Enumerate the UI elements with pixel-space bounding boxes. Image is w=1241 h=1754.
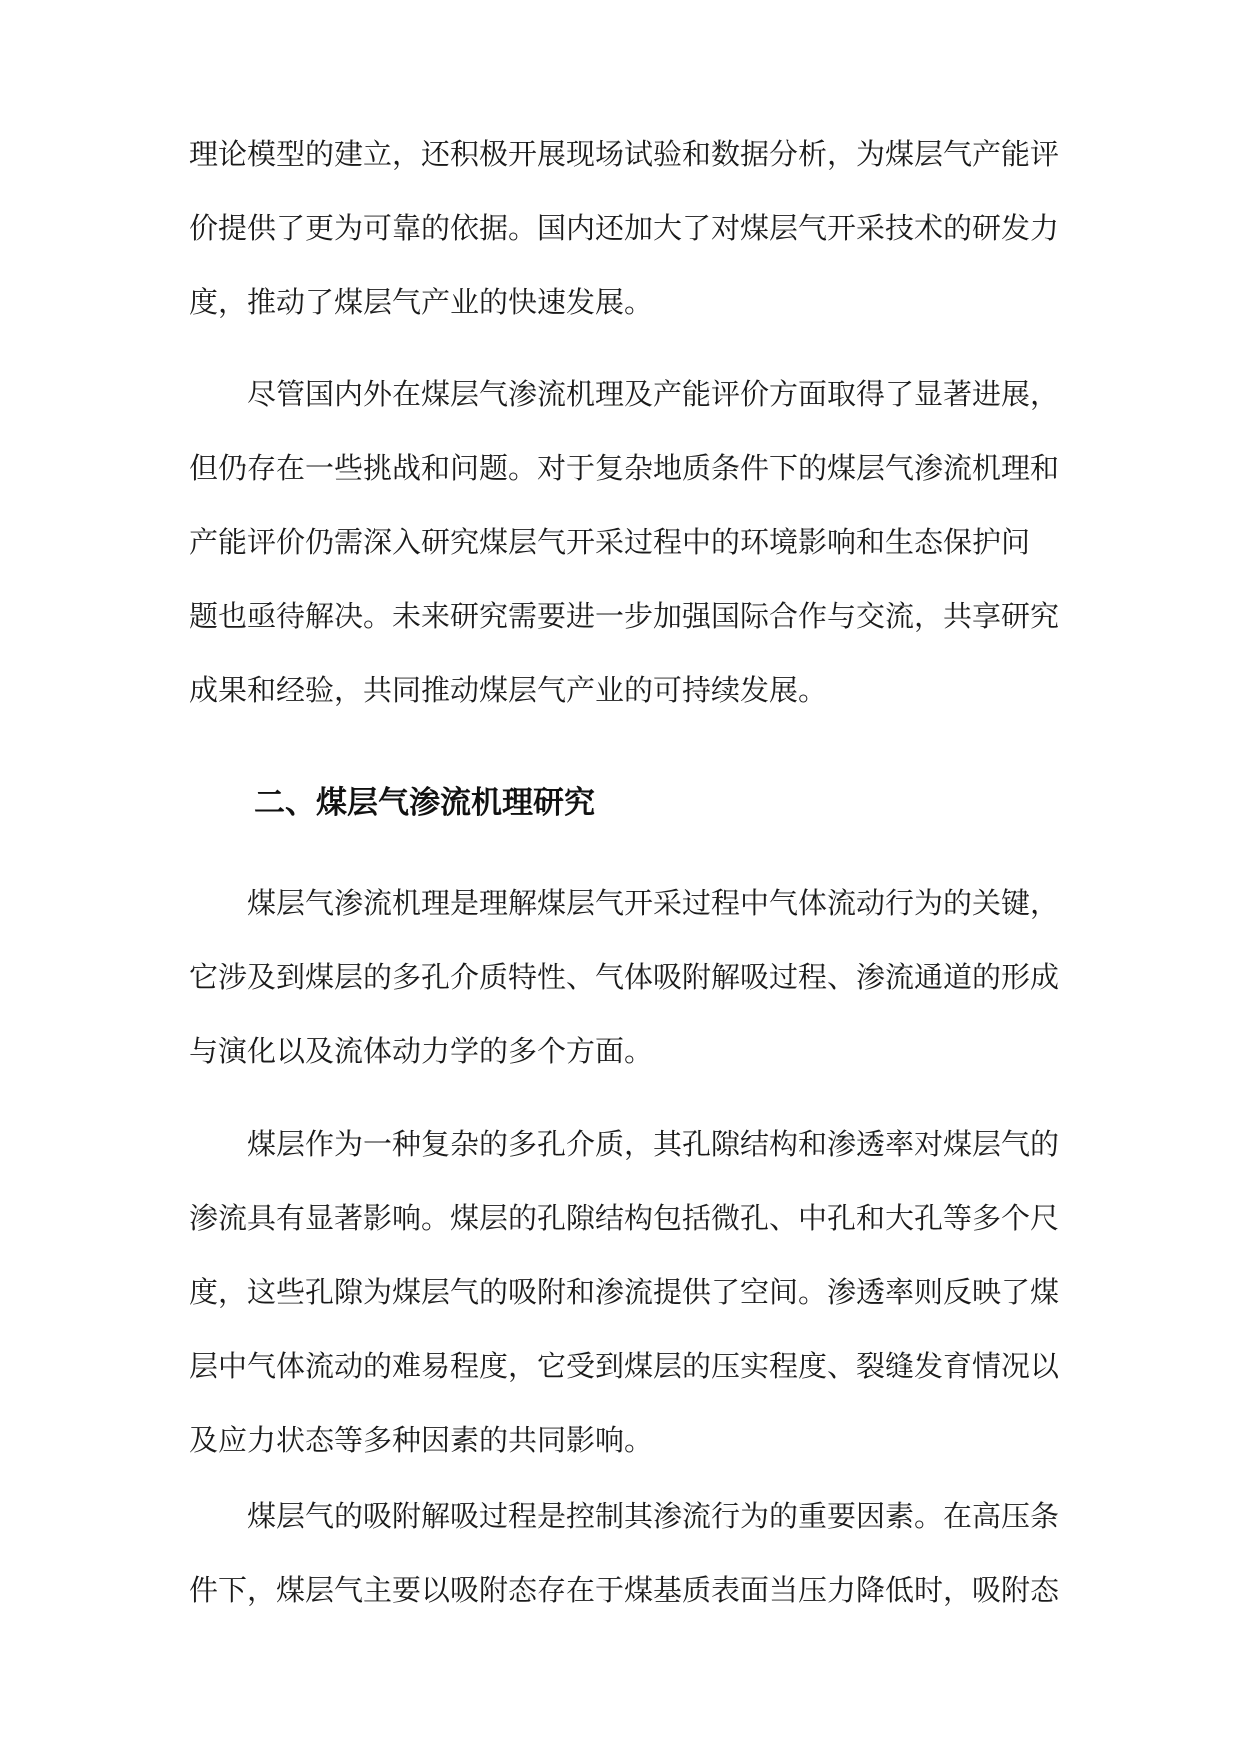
paragraph-line: 件下，煤层气主要以吸附态存在于煤基质表面当压力降低时，吸附态 [189,1573,1060,1607]
paragraph-line: 煤层作为一种复杂的多孔介质，其孔隙结构和渗透率对煤层气的 [247,1127,1060,1161]
paragraph-line: 产能评价仍需深入研究煤层气开采过程中的环境影响和生态保护问 [189,525,1031,559]
paragraph-line: 渗流具有显著影响。煤层的孔隙结构包括微孔、中孔和大孔等多个尺 [189,1201,1060,1235]
paragraph-line: 但仍存在一些挑战和问题。对于复杂地质条件下的煤层气渗流机理和 [189,451,1060,485]
paragraph-line: 价提供了更为可靠的依据。国内还加大了对煤层气开采技术的研发力 [189,211,1060,245]
paragraph-line: 煤层气渗流机理是理解煤层气开采过程中气体流动行为的关键， [247,886,1060,920]
paragraph-line: 度，这些孔隙为煤层气的吸附和渗流提供了空间。渗透率则反映了煤 [189,1275,1060,1309]
paragraph-line: 煤层气的吸附解吸过程是控制其渗流行为的重要因素。在高压条 [247,1499,1060,1533]
paragraph-line: 与演化以及流体动力学的多个方面。 [189,1034,654,1068]
paragraph-line: 题也亟待解决。未来研究需要进一步加强国际合作与交流，共享研究 [189,599,1060,633]
paragraph-line: 理论模型的建立，还积极开展现场试验和数据分析，为煤层气产能评 [189,137,1060,171]
paragraph-line: 尽管国内外在煤层气渗流机理及产能评价方面取得了显著进展， [247,377,1060,411]
paragraph-line: 成果和经验，共同推动煤层气产业的可持续发展。 [189,673,828,707]
paragraph-line: 层中气体流动的难易程度，它受到煤层的压实程度、裂缝发育情况以 [189,1349,1060,1383]
paragraph-line: 它涉及到煤层的多孔介质特性、气体吸附解吸过程、渗流通道的形成 [189,960,1060,994]
paragraph-line: 度，推动了煤层气产业的快速发展。 [189,285,654,319]
section-heading: 二、煤层气渗流机理研究 [254,785,595,821]
paragraph-line: 及应力状态等多种因素的共同影响。 [189,1423,654,1457]
